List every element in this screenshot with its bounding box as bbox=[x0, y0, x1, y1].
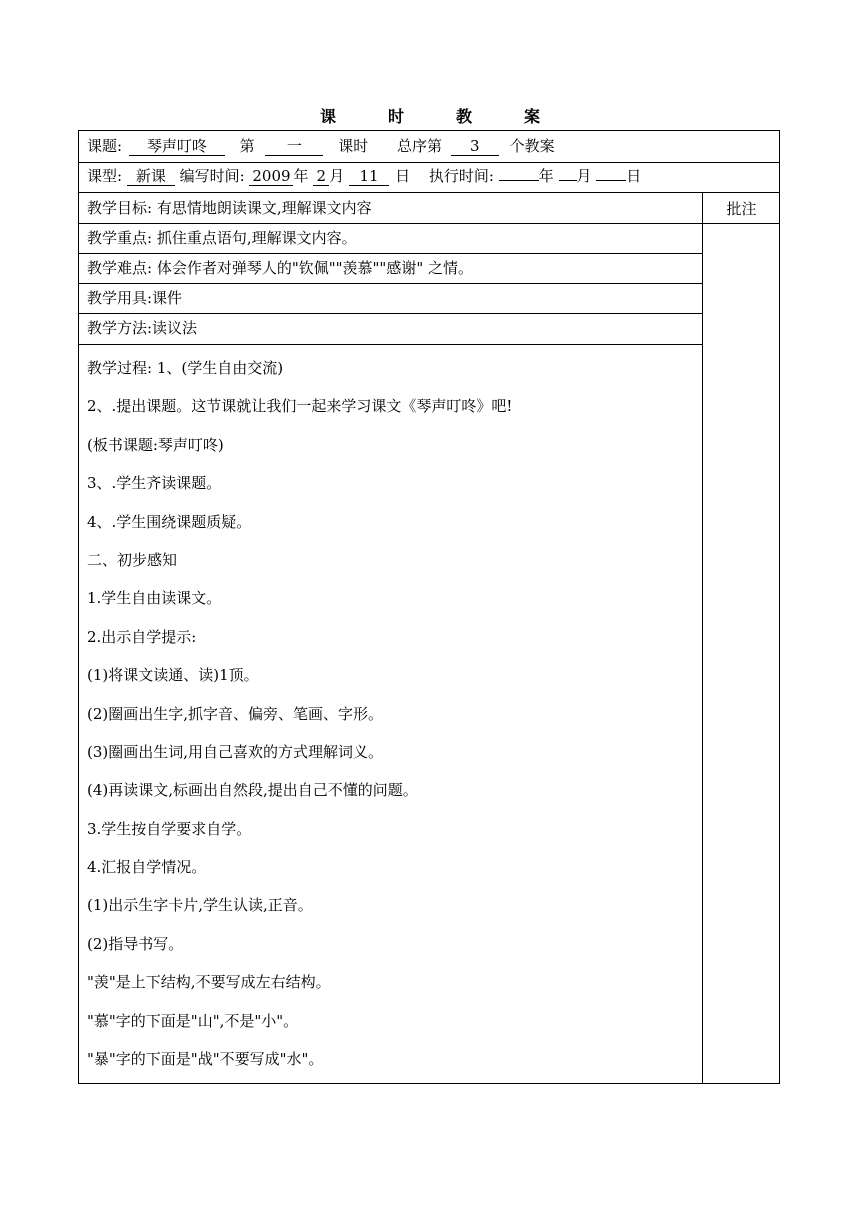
divider bbox=[79, 162, 779, 163]
exec-month-unit: 月 bbox=[576, 167, 592, 185]
month-unit: 月 bbox=[329, 167, 345, 185]
write-year: 2009 bbox=[249, 168, 293, 186]
order-label: 总序第 bbox=[397, 137, 443, 155]
process-line: 3、.学生齐读课题。 bbox=[87, 474, 222, 493]
process-line: "慕"字的下面是"山",不是"小"。 bbox=[87, 1011, 299, 1030]
process-line: 3.学生按自学要求自学。 bbox=[87, 819, 252, 838]
title-char-2: 时 bbox=[387, 107, 404, 126]
teaching-process bbox=[87, 349, 697, 1078]
type-value: 新课 bbox=[127, 168, 175, 186]
remark-column-divider bbox=[702, 192, 703, 1083]
field-difficulty: 教学难点: 体会作者对弹琴人的"钦佩""羡慕""感谢" 之情。 bbox=[87, 259, 473, 277]
divider bbox=[702, 223, 780, 224]
divider bbox=[79, 283, 702, 284]
title-char-3: 教 bbox=[456, 107, 473, 126]
lesson-suffix: 课时 bbox=[338, 137, 369, 155]
process-line: 2、.提出课题。这节课就让我们一起来学习课文《琴声叮咚》吧! bbox=[87, 397, 513, 416]
process-line: (1)出示生字卡片,学生认读,正音。 bbox=[87, 896, 313, 915]
divider bbox=[79, 223, 702, 224]
exec-day bbox=[596, 180, 626, 181]
process-line: "羡"是上下结构,不要写成左右结构。 bbox=[87, 973, 331, 992]
process-line: 4、.学生围绕课题质疑。 bbox=[87, 512, 252, 531]
lesson-number: 一 bbox=[265, 138, 323, 156]
write-month: 2 bbox=[313, 168, 329, 186]
exec-day-unit: 日 bbox=[626, 167, 642, 185]
order-suffix: 个教案 bbox=[509, 137, 555, 155]
topic-value: 琴声叮咚 bbox=[129, 138, 225, 156]
process-line: 教学过程: 1、(学生自由交流) bbox=[87, 359, 284, 377]
process-line: 二、初步感知 bbox=[87, 550, 178, 569]
write-time-label: 编写时间: bbox=[179, 167, 245, 185]
write-day: 11 bbox=[349, 168, 389, 186]
process-line: 1.学生自由读课文。 bbox=[87, 589, 222, 608]
exec-month bbox=[559, 180, 577, 181]
year-unit: 年 bbox=[293, 167, 309, 185]
divider bbox=[79, 313, 702, 314]
topic-row bbox=[79, 136, 555, 156]
exec-time-label: 执行时间: bbox=[428, 167, 494, 185]
field-key-point: 教学重点: 抓住重点语句,理解课文内容。 bbox=[87, 229, 357, 247]
lesson-plan-table bbox=[78, 130, 780, 1084]
process-line: 2.出示自学提示: bbox=[87, 627, 197, 646]
field-teaching-aids: 教学用具:课件 bbox=[87, 289, 183, 307]
field-teaching-method: 教学方法:读议法 bbox=[87, 319, 198, 337]
remark-header: 批注 bbox=[726, 200, 757, 218]
topic-label: 课题: bbox=[87, 137, 123, 155]
title-char-4: 案 bbox=[524, 107, 541, 126]
process-line: (2)圈画出生字,抓字音、偏旁、笔画、字形。 bbox=[87, 704, 384, 723]
title-char-1: 课 bbox=[319, 107, 336, 126]
type-label: 课型: bbox=[87, 167, 123, 185]
exec-year bbox=[499, 180, 539, 181]
process-line: (3)圈画出生词,用自己喜欢的方式理解词义。 bbox=[87, 742, 384, 761]
process-line: (4)再读课文,标画出自然段,提出自己不懂的问题。 bbox=[87, 781, 418, 800]
divider bbox=[79, 344, 702, 345]
process-line: (1)将课文读通、读)1顶。 bbox=[87, 666, 259, 685]
process-line: (2)指导书写。 bbox=[87, 934, 184, 953]
divider bbox=[79, 253, 702, 254]
field-objective: 教学目标: 有思情地朗读课文,理解课文内容 bbox=[87, 199, 372, 217]
process-line: 4.汇报自学情况。 bbox=[87, 858, 207, 877]
type-date-row bbox=[79, 166, 641, 186]
process-line: (板书课题:琴声叮咚) bbox=[87, 435, 224, 454]
exec-year-unit: 年 bbox=[538, 167, 554, 185]
divider bbox=[79, 192, 779, 193]
process-line: "暴"字的下面是"战"不要写成"水"。 bbox=[87, 1050, 324, 1069]
order-number: 3 bbox=[451, 138, 499, 156]
lesson-prefix: 第 bbox=[239, 137, 255, 155]
day-unit: 日 bbox=[395, 167, 411, 185]
page-title bbox=[0, 104, 860, 127]
